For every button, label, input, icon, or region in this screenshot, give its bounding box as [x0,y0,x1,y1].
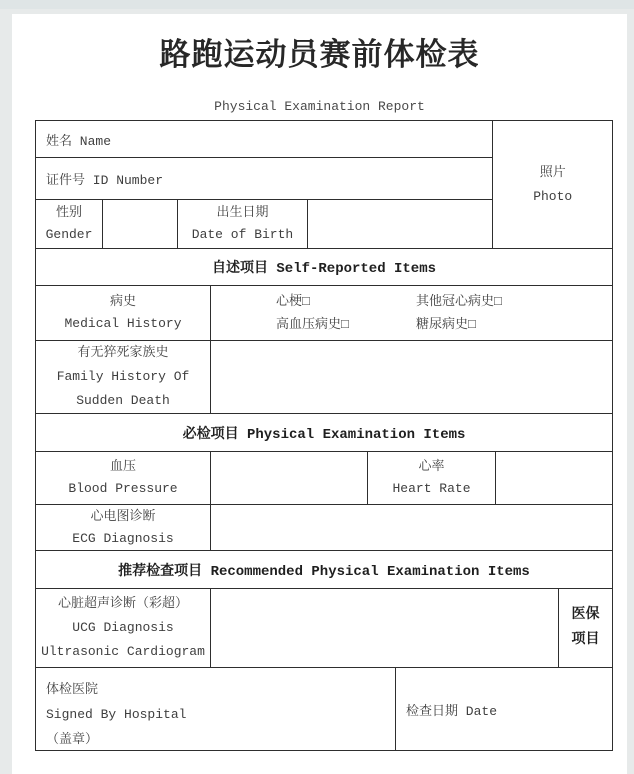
hospital-line-1: 体检医院 [46,682,99,697]
dob-value-cell [308,200,492,248]
ucg-line-1: 心脏超声诊断（彩超） [57,596,188,611]
medical-history-checkboxes [211,290,612,336]
family-history-value-cell [211,341,612,413]
section-header-self-reported: 自述项目 Self-Reported Items [36,249,612,286]
checkbox-column-2 [416,290,502,336]
gender-label-cell [36,200,103,248]
canvas-top-strip [0,0,634,9]
heart-rate-label-cell [368,452,496,504]
page-subtitle: Physical Examination Report [214,99,425,114]
medical-insurance-line-2: 项目 [571,632,600,648]
photo-label-zh: 照片 [539,164,566,180]
blood-pressure-label-cell [36,452,211,504]
checkbox-column-1 [276,290,416,336]
blood-pressure-value-cell [211,452,368,504]
medical-history-label-en: Medical History [64,316,182,331]
ucg-label-cell [36,589,211,667]
ucg-line-2: UCG Diagnosis [72,620,174,635]
ecg-label-zh: 心电图诊断 [90,508,156,524]
family-history-row [36,341,612,414]
family-history-line-2: Family History Of [56,369,190,384]
medical-history-row [36,286,612,341]
identity-fields [36,121,492,248]
section-header-required: 必检项目 Physical Examination Items [36,414,612,452]
checkbox-item-other-coronary: 其他冠心病史□ [416,294,502,309]
blood-pressure-label-zh: 血压 [109,459,136,474]
heart-rate-label-en: Heart Rate [392,481,471,496]
ucg-line-3: Ultrasonic Cardiogram [41,644,205,659]
identity-block [36,121,612,249]
ecg-value-cell [211,505,612,550]
hospital-line-3: （盖章） [46,732,99,747]
checkbox-item-hypertension: 高血压病史□ [276,317,349,332]
ecg-row [36,505,612,551]
family-history-line-1: 有无猝死家族史 [77,345,169,360]
heart-rate-value-cell [496,452,612,504]
gender-label-en: Gender [45,227,93,242]
medical-history-value-cell [211,286,612,340]
medical-insurance-cell [559,589,612,667]
photo-label-en: Photo [533,188,573,204]
checkbox-item-heart-attack: 心梗□ [276,294,310,309]
blood-pressure-label-en: Blood Pressure [68,481,178,496]
hospital-line-2: Signed By Hospital [46,707,187,722]
medical-history-label-zh: 病史 [109,294,136,309]
section-header-recommended: 推荐检查项目 Recommended Physical Examination Items [36,551,612,589]
checkbox-item-diabetes: 糖尿病史□ [416,317,476,332]
signature-row [36,668,612,750]
ecg-label-cell [36,505,211,550]
gender-value-cell [103,200,178,248]
ucg-value-cell [211,589,559,667]
dob-label-en: Date of Birth [191,227,294,242]
gender-label-zh: 性别 [55,205,82,220]
medical-insurance-line-1: 医保 [571,607,600,623]
medical-history-label-cell [36,286,211,340]
hospital-signature-cell [36,668,396,750]
ecg-label-en: ECG Diagnosis [72,530,174,546]
document-page [12,14,627,774]
ucg-row [36,589,612,668]
id-number-field-cell: 证件号 ID Number [36,158,492,200]
dob-label-zh: 出生日期 [216,205,269,220]
photo-cell [492,121,612,248]
family-history-label-cell [36,341,211,413]
family-history-line-3: Sudden Death [76,393,170,408]
blood-pressure-row [36,452,612,505]
page-title: 路跑运动员赛前体检表 [159,40,480,75]
examination-date-cell: 检查日期 Date [406,703,498,719]
examination-form-table [35,120,613,751]
heart-rate-label-zh: 心率 [418,459,445,474]
dob-label-cell [178,200,308,248]
name-field-cell: 姓名 Name [36,121,492,158]
gender-dob-row [36,200,492,248]
